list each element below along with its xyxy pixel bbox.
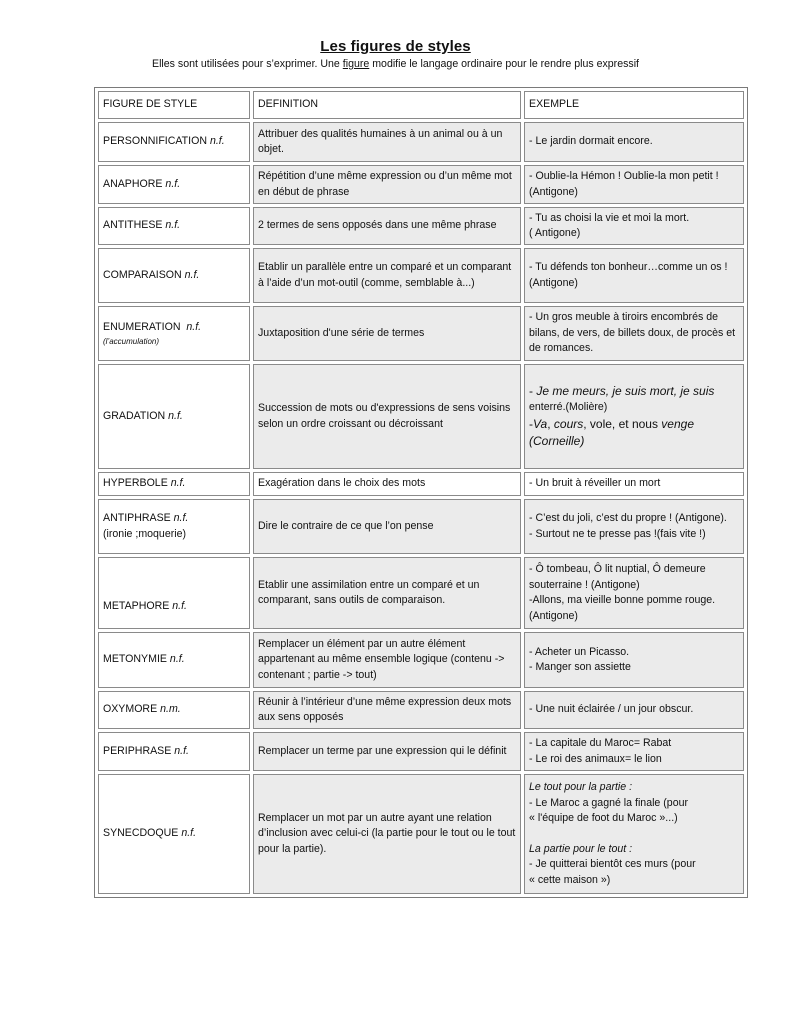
figure-gram: n.m. [160,703,181,716]
definition-cell: Succession de mots ou d'expressions de sens voisins selon un ordre croissant ou décroissant [253,364,521,469]
example-cell [524,306,744,361]
figure-cell [98,691,250,729]
example-dash: - [529,384,537,399]
header-definition: DEFINITION [253,91,521,119]
table-row [98,165,744,204]
example-word: venge [661,416,694,431]
figure-name: METONYMIE [103,653,167,666]
example-dash: - [529,416,533,431]
figure-cell [98,774,250,894]
example-line: - Tu défends ton bonheur…comme un os ! (Antigone) [529,261,728,289]
page-subtitle [0,58,791,70]
example-line: -Allons, ma vieille bonne pomme rouge.(Antigone) [529,594,716,622]
definition-cell: Etablir un parallèle entre un comparé et un comparant à l’aide d’un mot-outil (comme, semblable à...) [253,248,521,303]
example-text: , vole, et nous [583,416,662,431]
definition-cell: Remplacer un élément par un autre élément appartenant au même ensemble logique (contenu -> contenant ; partie -> tout) [253,632,521,688]
example-line: (Corneille) [529,433,585,448]
figure-gram: n.f. [173,512,189,524]
figure-cell [98,632,250,688]
figure-name: ANTIPHRASE [103,512,171,524]
example-cell [524,499,744,554]
example-line: ( Antigone) [529,227,581,239]
example-cell [524,472,744,496]
figure-gram: n.f. [169,653,185,666]
page-title: Les figures de styles [320,38,471,55]
table-row [98,732,744,771]
table-row [98,207,744,245]
example-line: - Acheter un Picasso. [529,645,630,658]
figure-gram: n.f. [170,477,186,490]
figure-cell [98,248,250,303]
example-cell [524,364,744,469]
table-header-row [98,91,744,119]
header-figure: FIGURE DE STYLE [98,91,250,119]
figure-cell [98,557,250,629]
subtitle-text-before: Elles sont utilisées pour s’exprimer. Une [152,58,343,70]
example-cell [524,774,744,894]
figure-gram: n.f. [172,599,188,612]
figure-name: GRADATION [103,409,166,422]
example-spacer [529,827,739,842]
figure-gram: n.f. [174,744,189,757]
figure-cell [98,122,250,162]
example-text: , [547,416,554,431]
example-line: enterré.(Molière) [529,401,608,414]
example-line: - C’est du joli, c’est du propre ! (Antigone). [529,512,727,524]
definition-cell: Dire le contraire de ce que l’on pense [253,499,521,554]
definition-cell: Juxtaposition d'une série de termes [253,306,521,361]
figure-gram: n.f. [186,321,202,334]
example-cell [524,691,744,729]
example-line: - Je quitterai bientôt ces murs (pour [529,858,696,870]
example-line: - Une nuit éclairée / un jour obscur. [529,703,694,716]
definition-cell: 2 termes de sens opposés dans une même phrase [253,207,521,245]
example-heading: Le tout pour la partie : [529,781,633,793]
figure-gram: n.f. [184,268,200,281]
table-row [98,691,744,729]
figure-name: OXYMORE [103,703,158,716]
figure-name: COMPARAISON [103,268,182,281]
example-cell [524,207,744,245]
figure-gram: n.f. [181,827,197,840]
figure-name: METAPHORE [103,599,170,612]
figure-note: (l’accumulation) [103,336,160,346]
example-line: - Le roi des animaux= le lion [529,752,662,765]
table-row [98,306,744,361]
example-line: « cette maison ») [529,873,611,886]
figure-cell [98,499,250,554]
figure-name: ENUMERATION [103,321,181,334]
table-row [98,122,744,162]
example-cell [524,165,744,204]
example-quote: Je me meurs, je suis mort, je suis [536,384,715,399]
example-line: - Un gros meuble à tiroirs encombrés de bilans, de vers, de billets doux, de procès et de romances. [529,311,736,355]
definition-cell: Remplacer un terme par une expression qui le définit [253,732,521,771]
example-line: - Le Maroc a gagné la finale (pour [529,796,688,809]
figure-gram: n.f. [165,219,181,232]
table-row [98,248,744,303]
table-row [98,774,744,894]
figure-name: PERIPHRASE [103,744,172,757]
table-row [98,557,744,629]
figure-name: ANAPHORE [103,177,163,190]
example-word: Va [533,416,548,431]
figure-cell [98,207,250,245]
header-example: EXEMPLE [524,91,744,119]
figure-cell [98,732,250,771]
example-line: « l'équipe de foot du Maroc »...) [529,812,678,824]
example-line: - Manger son assiette [529,661,631,673]
example-line [529,416,739,433]
example-line: - Ô tombeau, Ô lit nuptial, Ô demeure souterraine ! (Antigone) [529,563,706,591]
example-cell [524,557,744,629]
figure-gram: n.f. [165,177,181,190]
table-row [98,499,744,554]
example-cell [524,122,744,162]
definition-cell: Exagération dans le choix des mots [253,472,521,496]
figure-name: ANTITHESE [103,219,163,232]
definition-cell: Répétition d’une même expression ou d’un même mot en début de phrase [253,165,521,204]
figure-cell [98,364,250,469]
example-line: - Tu as choisi la vie et moi la mort. [529,211,690,224]
example-cell [524,732,744,771]
table-row [98,472,744,496]
example-cell [524,248,744,303]
definition-cell: Réunir à l’intérieur d’une même expression deux mots aux sens opposés [253,691,521,729]
example-line: - Surtout ne te presse pas !(fais vite !) [529,527,706,540]
example-line [529,383,739,400]
figures-table [94,87,748,898]
example-cell [524,632,744,688]
definition-cell: Attribuer des qualités humaines à un animal ou à un objet. [253,122,521,162]
example-line: - La capitale du Maroc= Rabat [529,737,672,749]
figure-name: PERSONNIFICATION [103,135,207,148]
figure-cell [98,472,250,496]
figure-note: (ironie ;moquerie) [103,527,187,540]
table-row [98,364,744,469]
figure-cell [98,165,250,204]
figure-name: SYNECDOQUE [103,827,179,840]
example-line: - Un bruit à réveiller un mort [529,477,661,490]
subtitle-underlined-word: figure [342,58,370,70]
figure-cell [98,306,250,361]
definition-cell: Remplacer un mot par un autre ayant une relation d’inclusion avec celui-ci (la partie pour le tout ou le tout pour la partie). [253,774,521,894]
definition-cell: Etablir une assimilation entre un comparé et un comparant, sans outils de comparaison. [253,557,521,629]
example-line: - Oublie-la Hémon ! Oublie-la mon petit ! (Antigone) [529,170,719,198]
figure-name: HYPERBOLE [103,477,168,490]
figure-gram: n.f. [168,409,183,422]
subtitle-text-after: modifie le langage ordinaire pour le rendre plus expressif [369,58,639,70]
example-word: cours [553,416,584,431]
example-line: - Le jardin dormait encore. [529,135,653,148]
table-row [98,632,744,688]
figure-gram: n.f. [209,135,225,148]
example-heading: La partie pour le tout : [529,842,633,855]
